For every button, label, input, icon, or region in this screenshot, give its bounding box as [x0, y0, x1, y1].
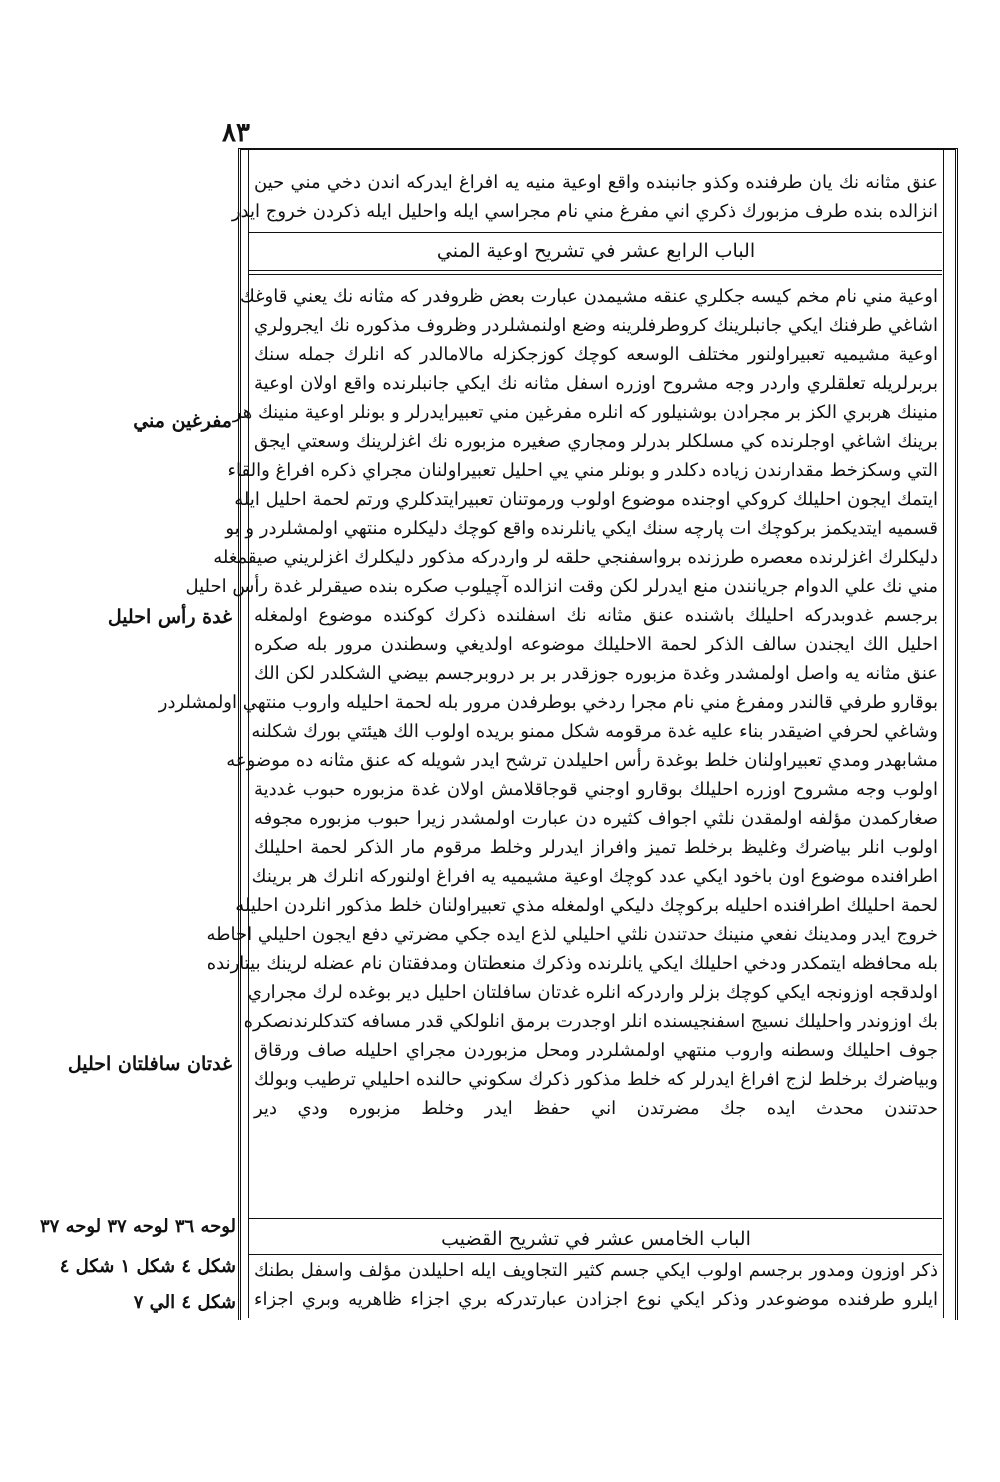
- text-line: خروج ايدر ومدينك نفعي منينك حدتندن نلثي احليلي لذع ايده جكي مضرتي دفع ايجون احليلي احاطه: [206, 924, 938, 945]
- text-line: صغاركمدن مؤلفه اولمقدن نلثي اجواف كثيره دن عبارت اولمشدر زيرا حبوب مزبوره مجوفه: [254, 808, 938, 829]
- plate-reference: لوحه ٣٦ لوحه ٣٧ لوحه ٣٧: [39, 1216, 236, 1237]
- text-line: اولوب انلر بياضرك وغليظ برخلط تميز وافراز ايدرلر وخلط مرقوم مار الذكر لحمة احليلك: [254, 837, 938, 858]
- text-line: ايتمك ايجون احليلك كروكي اوجنده موضوع اولوب ورموتنان تعبيرايتدكلري ورتم لحمة احليل ايله: [234, 489, 938, 510]
- chapter-14-body: [158, 282, 938, 1123]
- text-line: ذكر اوزون ومدور برجسم اولوب ايكي جسم كثير التجاويف ايله احليلدن مؤلف واسفل بطنك: [254, 1260, 938, 1281]
- text-line: دليكلرك اغزلرنده معصره طرزنده برواسفنجي حلقه لر واردركه مذكور دليكلرك اغزلريني صيقمغله: [213, 547, 938, 568]
- margin-note: غدة رأس احليل: [107, 606, 232, 628]
- text-line: اوعية مشيميه تعبيراولنور مختلف الوسعه كوچك كوزجكزله مالامالدر كه انلرك جمله سنك: [254, 344, 938, 365]
- text-line: منينك هربري الكز بر مجرادن بوشنيلور كه انلره مفرغين مني تعبيرايدرلر و بونلر اوعية منينك هر: [232, 402, 938, 423]
- divider: [248, 1254, 942, 1255]
- text-line: احليل الك ايجندن سالف الذكر لحمة الاحليلك موضوعه اولديغي وسطندن مرور بله صكره: [254, 634, 938, 655]
- text-line: ايلرو طرفنده موضوعدر وذكر ايكي نوع اجزادن عبارتدركه بري اجزاء ظاهريه وبري اجزاء: [254, 1289, 938, 1310]
- text-line: انزالده بنده طرف مزبورك ذكري اني مفرغ مني نام مجراسي ايله واحليل ايله ذكردن خروج ايدر: [231, 201, 938, 222]
- page-number: ٨٣: [222, 118, 250, 148]
- text-line: بربرلريله تعلقلري واردر وجه مشروح اوزره اسفل مثانه نك ايكي جانبلرنده واقع اولان اوعية: [254, 373, 938, 394]
- divider: [248, 1218, 942, 1219]
- text-line: بوقارو طرفي قالندر ومفرغ مني نام مجرا ردخي بوطرفدن مرور بله لحمة احليله واروب منتهي اولمشلردر: [158, 692, 938, 713]
- text-line: وشاغي لحرفي اضيقدر بناء عليه غدة مرقومه شكل ممنو بريده اولوب الك هيئتي بورك شكلنه: [251, 721, 938, 742]
- text-line: مني نك علي الدوام جريانندن منع ايدرلر لكن وقت انزالده آچيلوب صكره بنده صيقرلر غدة رأس احليل: [185, 576, 938, 597]
- text-line: برينك اشاغي اوجلرنده كي مسلكلر بدرلر ومجاري صغيره مزبوره نك اغزلرينك وسعتي ايجق: [254, 431, 938, 452]
- text-line: بله محافظه ايتمكدر ودخي احليلك ايكي يانلرنده وذكرك منعطتان ومدفقتان نام عضله لرينك بيتارنده: [206, 953, 938, 974]
- margin-note: غدتان سافلتان احليل: [67, 1053, 232, 1075]
- chapter-15-body: [254, 1256, 938, 1314]
- divider: [248, 270, 942, 271]
- text-line: اشاغي طرفنك ايكي جانبلرينك كروطرفلرينه وضع اولنمشلردر وظروف مذكوره نك ايجرولري: [254, 315, 938, 336]
- margin-note: مفرغين مني: [133, 410, 232, 432]
- text-line: قسميه ايتديكمز بركوچك ات پارچه سنك ايكي يانلرنده واقع كوچك دليكلره منتهي اولمشلردر و بو: [225, 518, 938, 539]
- plate-reference: شكل ٤ الي ٧: [133, 1292, 236, 1313]
- divider: [248, 274, 942, 275]
- plate-reference: شكل ٤ شكل ١ شكل ٤: [59, 1256, 236, 1277]
- text-line: برجسم غدوبدركه احليلك باشنده عنق مثانه نك اسفلنده ذكرك كوكنده موضوع اولمغله: [254, 605, 938, 626]
- intro-paragraph: [231, 168, 938, 226]
- text-line: اطرافنده موضوع اون باخود ايكي عدد كوچك اوعية مشيميه يه افراغ اولنوركه انلرك هر برينك: [251, 866, 938, 887]
- text-line: حدتندن محدث ايده جك مضرتدن اني حفظ ايدر وخلط مزبوره ودي دير: [254, 1098, 938, 1119]
- text-line: لحمة احليلك اطرافنده احليله بركوچك دليكي اولمغله مذي تعبيراولنان خلط مذكور انلردن احليله: [235, 895, 938, 916]
- text-line: مشابهدر ومدي تعبيراولنان خلط بوغدة رأس احليلدن ترشح ايدر شويله كه عنق مثانه ده موضوعه: [226, 750, 938, 771]
- text-line: اوعية مني نام مخم كيسه جكلري عنقه مشيمدن عبارت بعض ظروفدر كه مثانه نك يعني قاوغك: [239, 286, 938, 307]
- text-line: جوف احليلك وسطنه واروب منتهي اولمشلردر ومحل مزبوردن مجراي احليله صاف ورقاق: [254, 1040, 938, 1061]
- chapter-heading-15: الباب الخامس عشر في تشريح القضيب: [441, 1228, 751, 1250]
- text-line: بك اوزوندر واحليلك نسيج اسفنجيسنده انلر اوجدرت برمق انلولكي قدر مسافه كتدكلرندنصكره: [243, 1011, 938, 1032]
- chapter-heading-14: الباب الرابع عشر في تشريح اوعية المني: [436, 240, 756, 262]
- divider: [248, 232, 942, 233]
- text-line: اولدقجه اوزونجه ايكي كوچك بزلر واردركه انلره غدتان سافلتان احليل دير بوغده لرك مجراري: [247, 982, 938, 1003]
- text-line: التي وسكزخط مقدارندن زياده دكلدر و بونلر مني يي احليل تعبيراولنان مجراي ذكره افراغ والقاء: [227, 460, 938, 481]
- text-line: عنق مثانه نك يان طرفنده وكذو جانبنده واقع اوعية منيه يه افراغ ايدركه اندن دخي مني حين: [254, 172, 938, 193]
- text-line: اولوب وجه مشروح اوزره احليلك بوقارو اوجني قوجاقلامش اولان غدة مزبوره حبوب غددية: [254, 779, 938, 800]
- text-line: وبياضرك برخلط لزج افراغ ايدرلر كه خلط مذكور ذكرك سكوني حالنده احليلي ترطيب وبولك: [254, 1069, 938, 1090]
- text-line: عنق مثانه يه واصل اولمشدر وغدة مزبوره جوزقدر بر بر دروبرجسم بيضي الشكلدر لكن الك: [254, 663, 938, 684]
